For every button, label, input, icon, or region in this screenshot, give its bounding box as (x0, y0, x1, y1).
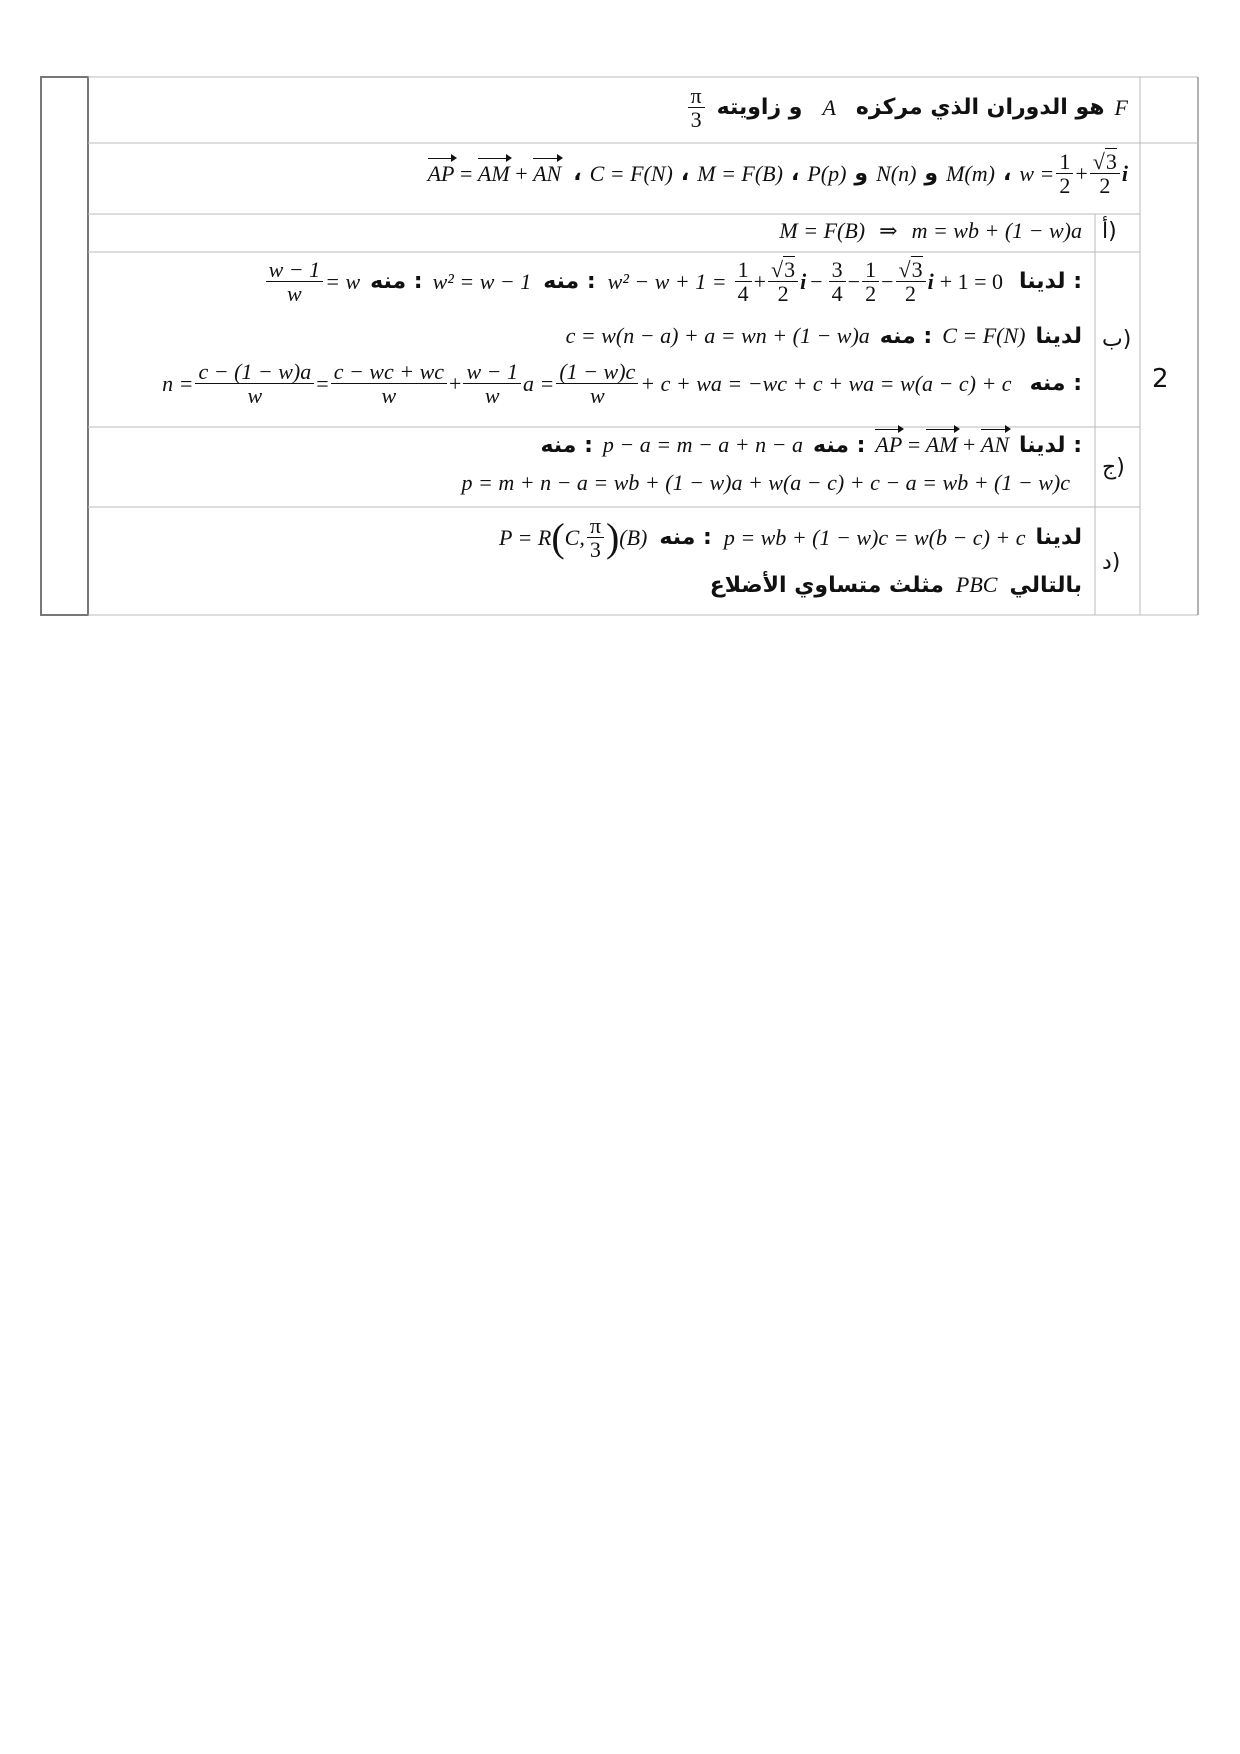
f12-num: 1 (862, 258, 879, 282)
m-equals-fb: M = F(B) (697, 160, 783, 186)
sqrt3: 3 (784, 257, 796, 282)
we-have-word: لدينا : (1019, 432, 1082, 458)
n-equals: n = (162, 370, 194, 396)
part-a-label: أ) (1102, 219, 1117, 244)
den-2: 2 (777, 281, 789, 307)
f1-num: c − (1 − w)a (195, 360, 314, 384)
plus-sign: + (963, 432, 976, 457)
therefore-word: منه : (813, 432, 866, 458)
f4-den: w (589, 383, 605, 409)
point-B: (B) (619, 524, 648, 550)
n-simplification: + c + wa = −wc + c + wa = w(a − c) + c (640, 370, 1012, 396)
equilateral-text: مثلث متساوي الأضلاع (709, 572, 944, 598)
f2-den: w (381, 383, 397, 409)
wfrac-den: w (287, 281, 302, 307)
part-b-line-2 (566, 323, 1082, 349)
w-minus-1-over-w (266, 258, 324, 305)
therefore-word: منه : (543, 269, 596, 295)
c-equals-fn: C = F(N) (942, 323, 1026, 348)
therefore-word: منه : (540, 432, 593, 458)
f14-num: 1 (735, 258, 752, 282)
point-N: N(n) (876, 160, 917, 186)
point-P: P(p) (807, 160, 847, 186)
center-C: C, (564, 524, 585, 550)
f1-den: w (247, 383, 263, 409)
imaginary-i: i (927, 268, 934, 294)
therefore-word: منه : (879, 323, 933, 349)
part-b-line-3 (162, 360, 1082, 407)
plus-sign: + (1075, 160, 1088, 186)
equals-sign: = (316, 370, 329, 396)
part-d-line-1: P = R ( C, $\frac{\pi}{3}$ ) (B) منه : p = wb + (1 − w)c = w(b − c) + c لدينا (499, 513, 1082, 563)
f34-num: 3 (829, 258, 846, 282)
imaginary-i: i (800, 268, 807, 294)
f14-den: 4 (737, 281, 749, 307)
part-c-line-2 (461, 470, 1070, 496)
exercise-number: 2 (1152, 364, 1169, 394)
part-a-rhs: m = wb + (1 − w)a (911, 218, 1082, 243)
p-simplified: p = wb + (1 − w)c = w(b − c) + c (723, 524, 1026, 550)
imaginary-i: i (1121, 160, 1128, 186)
minus-sign: − (847, 268, 861, 294)
vector-AN: AN (533, 160, 562, 186)
n-frac-2 (331, 360, 447, 407)
n-frac-1 (195, 360, 314, 407)
pi-num: π (587, 514, 604, 538)
vector-AN: AN (980, 432, 1010, 457)
triangle-PBC: PBC (955, 572, 998, 597)
and-word: و (924, 161, 939, 187)
half-fraction (1056, 150, 1073, 197)
angle-numerator: π (688, 84, 705, 108)
plus-one-eq-zero: + 1 = 0 (939, 268, 1004, 294)
equals-w: = w (325, 268, 361, 294)
c-equals-fn: C = F(N) (589, 160, 673, 186)
separator: ، (790, 161, 800, 187)
we-have-word: لدينا (1035, 525, 1082, 551)
half-num: 1 (1056, 150, 1073, 174)
minus-sign: − (810, 268, 823, 294)
wfrac-num: w − 1 (266, 258, 324, 282)
angle-fraction (688, 84, 705, 131)
p-minus-a-eq: p − a = m − a + n − a (602, 432, 803, 457)
point-M: M(m) (946, 160, 995, 186)
and-word: و (854, 161, 869, 187)
angle-denominator: 3 (690, 107, 702, 133)
plus-sign: + (449, 370, 462, 396)
f3-den: w (484, 383, 500, 409)
vector-AM: AM (925, 432, 958, 457)
f3-num: w − 1 (463, 360, 521, 384)
separator: ، (680, 161, 690, 187)
we-have-word: لدينا : (1019, 269, 1082, 295)
quadratic-lhs: w² − w + 1 = (607, 268, 727, 294)
n-frac-4 (556, 360, 638, 407)
w-squared-eq: w² = w − 1 (432, 268, 532, 294)
a-equals: a = (522, 370, 555, 396)
sqrt3: 3 (911, 257, 923, 282)
pi-over-3 (587, 514, 604, 561)
vector-AP: AP (875, 432, 903, 457)
sqrt3-half: $\frac{√3}{2}$ (896, 258, 926, 305)
therefore-word: منه : (659, 525, 712, 551)
separator: ، (1002, 161, 1012, 187)
w-definition: w = (1019, 160, 1055, 186)
c-expression: c = w(n − a) + a = wn + (1 − w)a (565, 323, 870, 348)
therefore-word: منه : (370, 269, 423, 295)
vector-AM: AM (477, 160, 510, 186)
part-b-line-1 (264, 258, 1082, 305)
part-a-lhs: M = F(B) (779, 218, 866, 243)
one-quarter (735, 258, 752, 305)
pi-den: 3 (589, 537, 601, 563)
p-expression: p = m + n − a = wb + (1 − w)a + w(a − c) + c − a = wb + (1 − w)c (461, 470, 1070, 495)
minus-sign: − (881, 268, 894, 294)
f2-num: c − wc + wc (331, 360, 447, 384)
sqrt3-fraction: $\frac{√3}{2}$ (1090, 150, 1120, 197)
f34-den: 4 (831, 281, 843, 307)
den-2: 2 (905, 281, 917, 307)
implies-arrow: ⇒ (879, 218, 898, 243)
sqrt3-num: 3 (1105, 149, 1117, 174)
notation-line: AP = AM + AN ، C = F(N) ، M = F(B) ، P(p) و N(n) و M(m) ، w = $\frac{1}{2}$ + $\frac{√3}{2}$ i (427, 149, 1128, 199)
separator: ، (573, 161, 582, 187)
three-quarters (829, 258, 846, 305)
half-den: 2 (1059, 173, 1071, 199)
angle-text: و زاويته (716, 95, 803, 121)
we-have-word: لدينا (1035, 323, 1082, 349)
equals-sign: = (907, 432, 921, 457)
one-half (862, 258, 879, 305)
sqrt3-den: 2 (1099, 173, 1111, 199)
center-A: A (822, 94, 836, 120)
part-d-label: د) (1102, 550, 1121, 575)
rotation-F: F (1114, 94, 1128, 120)
n-frac-3 (463, 360, 521, 407)
hence-word: بالتالي (1009, 572, 1082, 598)
rotation-text: هو الدوران الذي مركزه (855, 95, 1105, 121)
part-b-label: ب) (1102, 327, 1132, 352)
rotation-definition (686, 84, 1128, 131)
f4-num: (1 − w)c (556, 360, 638, 384)
part-c-label: ج) (1102, 455, 1125, 480)
sqrt3-half: $\frac{√3}{2}$ (768, 258, 798, 305)
therefore-word: منه : (1029, 371, 1082, 397)
plus-sign: + (753, 268, 767, 294)
p-equals-r: P = R (499, 524, 552, 550)
f12-den: 2 (865, 281, 877, 307)
vector-AP: AP (427, 160, 455, 186)
part-a-equation (779, 218, 1082, 244)
part-c-line-1 (540, 432, 1082, 458)
part-d-conclusion (710, 572, 1082, 598)
